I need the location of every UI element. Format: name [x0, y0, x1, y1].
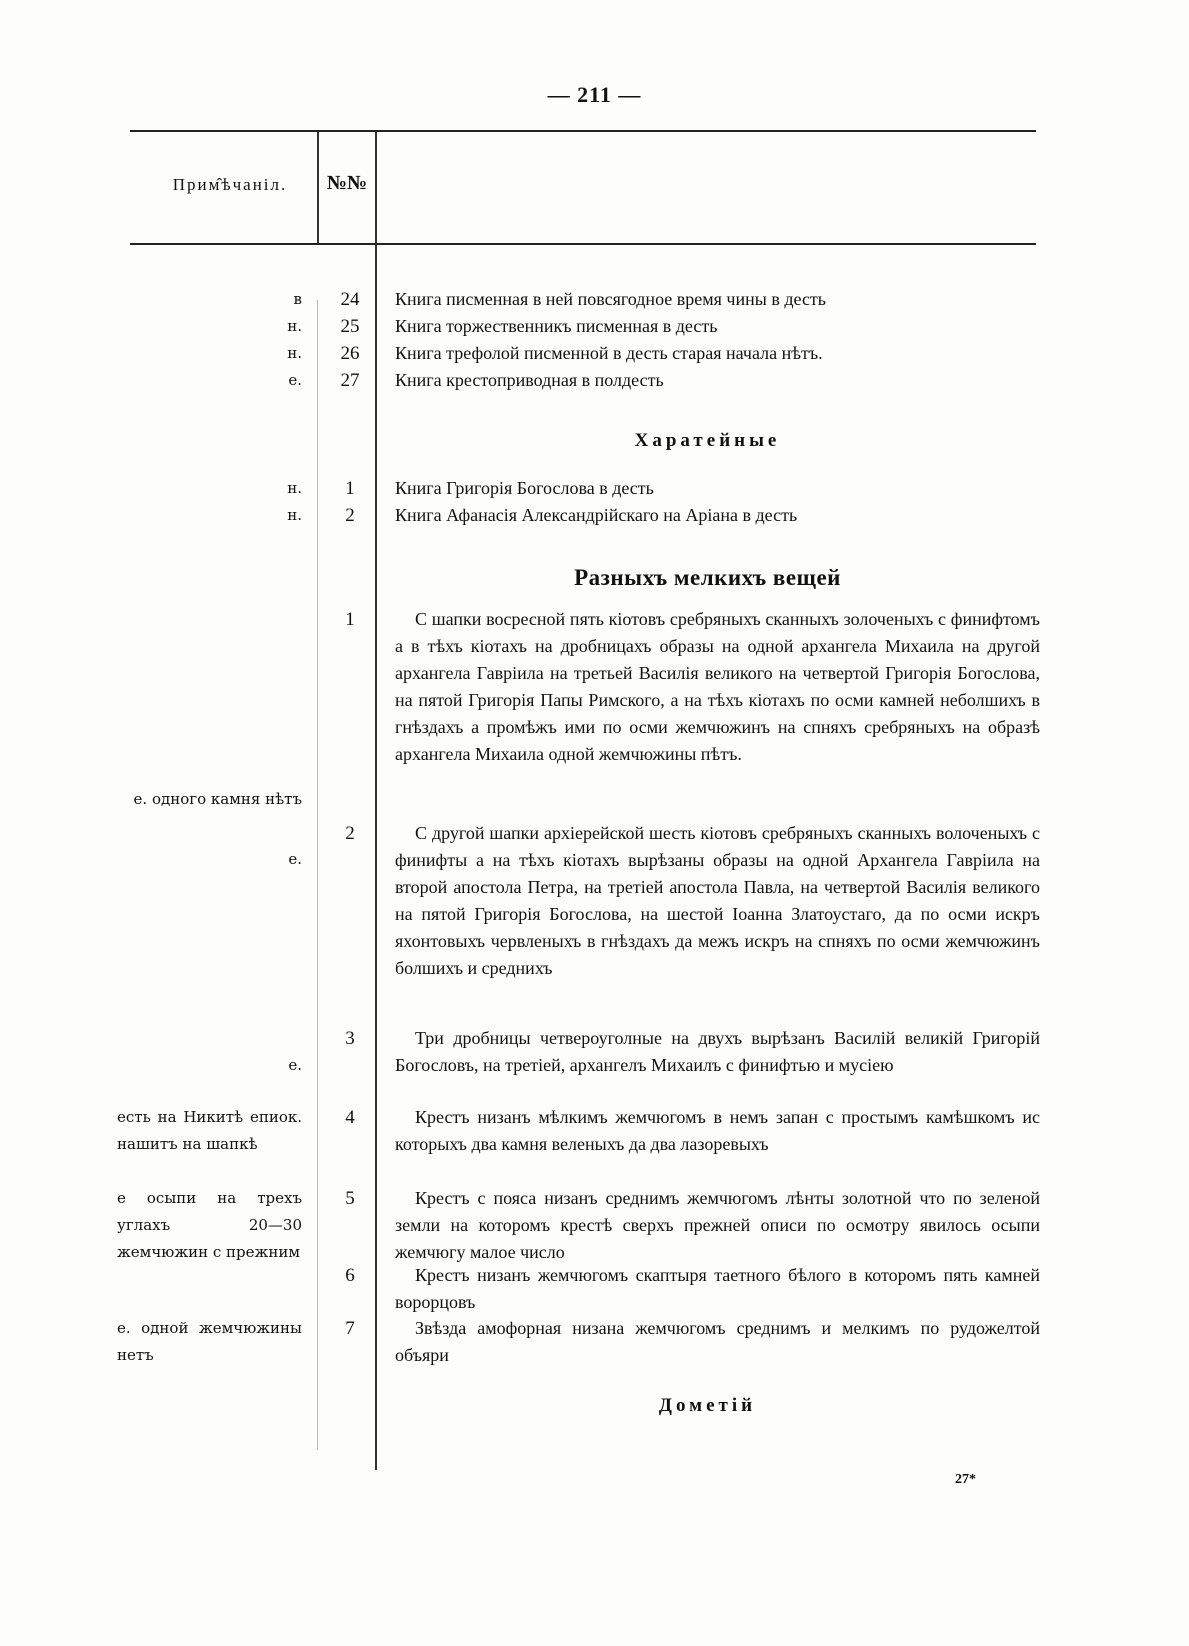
column-divider-notes-faint: [317, 300, 318, 1450]
item-number: 4: [345, 1107, 355, 1128]
item-number: 1: [345, 609, 355, 630]
row-number: 1: [345, 478, 355, 499]
section-heading-small-items: Разныхъ мелкихъ вещей: [574, 565, 841, 590]
item-text: Крестъ с пояса низанъ среднимъ жемчюгомъ лѣнты золотной что по зеленой земли на которомъ крестѣ сверхъ прежней описи по осмотру явилось осыпи жемчюгу малое число: [395, 1188, 1040, 1262]
item-text: С другой шапки архiерейской шесть кiотовъ сребряныхъ сканныхъ волоченыхъ с финифты а на тѣхъ кiотахъ вырѣзаны образы на одной Архангела Гаврiила на второй апостола Петра, на третiей апостола Павла, на четвертой Василiя великого на пятой Григорiя Богослова, на шестой Iоанна Златоустаго, да по осми искръ яхонтовыхъ червленыхъ в гнѣздахъ да межъ искръ на спняхъ по осми жемчюжинъ болшихъ и среднихъ: [395, 823, 1040, 978]
column-divider-notes: [317, 132, 319, 243]
page-number: — 211 —: [547, 82, 642, 107]
row-note: н.: [287, 506, 302, 524]
section-heading-charters: Харатейные: [634, 430, 781, 451]
item-text: Звѣзда амофорная низана жемчюгомъ среднимъ и мелкимъ по рудожелтой объяри: [395, 1318, 1040, 1365]
row-note: в: [293, 290, 302, 308]
item-text: Три дробницы четвероуголные на двухъ вырѣзанъ Василiй великiй Григорiй Богословъ, на третiей, архангелъ Михаилъ с финифтью и мусiею: [395, 1028, 1040, 1075]
row-text: Книга крестоприводная в полдесть: [395, 370, 664, 390]
row-number: 27: [340, 370, 360, 391]
item-note: есть на Никитѣ епиок. нашитъ на шапкѣ: [117, 1108, 302, 1153]
row-text: Книга писменная в ней повсягодное время чины в десть: [395, 289, 827, 309]
row-number: 24: [340, 289, 360, 310]
row-number: 26: [340, 343, 360, 364]
item-note: е.: [288, 850, 302, 868]
item-note: е. одного камня нѣтъ: [133, 790, 302, 808]
notes-column-header: Прим̂ѣчанiл.: [172, 175, 288, 194]
item-number: 6: [345, 1265, 355, 1286]
item-note: е. одной жемчюжины нетъ: [117, 1319, 302, 1364]
row-text: Книга Григорiя Богослова в десть: [395, 478, 654, 498]
item-number: 7: [345, 1318, 355, 1339]
item-text: С шапки воcресной пять кiотовъ сребряныхъ сканныхъ золоченыхъ с финифтомъ а в тѣхъ кiотахъ на дробницахъ образы на одной архангела Михаила на другой архангела Гаврiила на третьей Василiя великого на четвертой Григорiя Богослова, на пятой Григорiя Папы Римского, а на тѣхъ кiотахъ по осми камней неболшихъ в гнѣздахъ а промѣжъ ими по осми жемчюжинъ на спняхъ сребряныхъ на образѣ архангела Михаила одной жемчюжины пѣтъ.: [395, 609, 1040, 764]
row-note: е.: [288, 371, 302, 389]
column-divider-numbers: [375, 132, 377, 1470]
row-note: н.: [287, 344, 302, 362]
signature-mark: 27*: [955, 1472, 976, 1487]
item-text: Крестъ низанъ мѣлкимъ жемчюгомъ в немъ запан с простымъ камѣшкомъ ис которыхъ два камня веленыхъ да два лазоревыхъ: [395, 1107, 1040, 1154]
row-note: н.: [287, 317, 302, 335]
row-text: Книга торжественникъ писменная в десть: [395, 316, 718, 336]
number-column-header: №№: [326, 172, 368, 194]
item-number: 3: [345, 1028, 355, 1049]
item-text: Крестъ низанъ жемчюгомъ скаптыря таетного бѣлого в которомъ пять камней ворорцовъ: [395, 1265, 1040, 1312]
catchword: Дометiй: [658, 1395, 757, 1416]
item-note: е осыпи на трехъ углахъ 20—30 жемчюжин с прежним: [117, 1189, 302, 1261]
row-number: 2: [345, 505, 355, 526]
item-note: е.: [288, 1056, 302, 1074]
row-number: 25: [340, 316, 360, 337]
row-text: Книга трефолой писменной в десть старая начала нѣтъ.: [395, 343, 823, 363]
row-note: н.: [287, 479, 302, 497]
row-text: Книга Афанасiя Александрiйскаго на Арiана в десть: [395, 505, 798, 525]
table-top-rule: [130, 130, 1036, 132]
table-header-rule: [130, 243, 1036, 245]
item-number: 5: [345, 1188, 355, 1209]
item-number: 2: [345, 823, 355, 844]
